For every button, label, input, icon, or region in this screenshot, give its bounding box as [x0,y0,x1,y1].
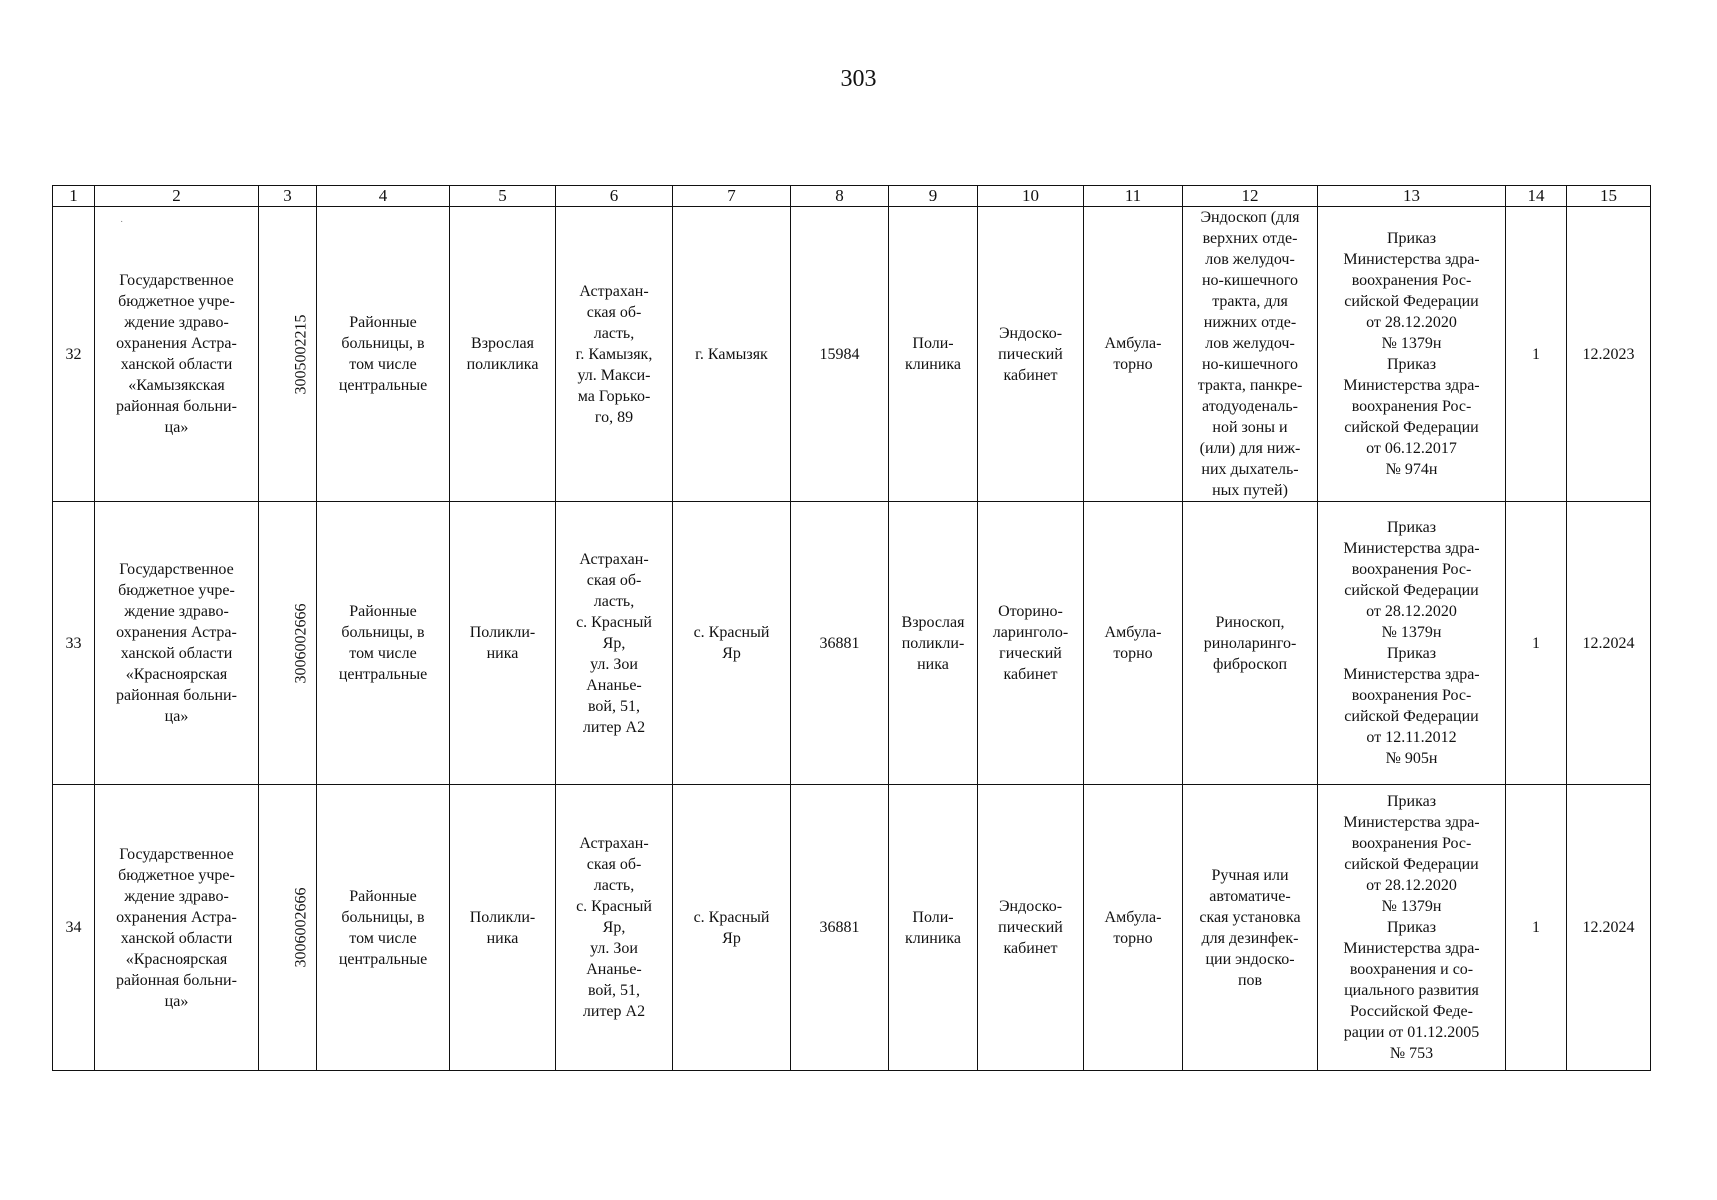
col-header: 14 [1506,186,1567,207]
table-row [53,785,1651,1071]
organization-name: Государственное бюджетное учре- ждение здраво- охранения Астра- ханской области «Камызякская районная больни- ца» [95,207,259,502]
inn-code: 3006002666 [292,887,310,968]
locality: с. Красный Яр [673,785,791,1071]
hospital-type: Районные больницы, в том числе центральные [317,207,450,502]
department: Поли- клиника [889,785,978,1071]
inn-code: 3005002215 [292,314,310,394]
inn-cell [259,785,317,1071]
col-header: 4 [317,186,450,207]
unit-type: Взрослая поликлика [450,207,556,502]
unit-type: Поликли- ника [450,502,556,785]
row-number: 33 [53,502,95,785]
quantity: 1 [1506,502,1567,785]
col-header: 8 [791,186,889,207]
row-number: 32 [53,207,95,502]
equipment: Эндоскоп (для верхних отде- лов желудоч- но-кишечного тракта, для нижних отде- лов желудоч- но-кишечного тракта, панкре- атодуоденаль- ной зоны и (или) для ниж- них дыхатель- ных путей) [1183,207,1318,502]
regulation: Приказ Министерства здра- воохранения Рос- сийской Федерации от 28.12.2020 № 1379н Приказ Министерства здра- воохранения Рос- сийской Федерации от 06.12.2017 № 974н [1318,207,1506,502]
population: 36881 [791,502,889,785]
cabinet: Оторино- ларинголо- гический кабинет [978,502,1084,785]
table-row [53,207,1651,502]
row-number: 34 [53,785,95,1071]
population: 15984 [791,207,889,502]
col-header: 5 [450,186,556,207]
col-header: 2 [95,186,259,207]
registry-table [52,185,1651,1071]
col-header: 13 [1318,186,1506,207]
regulation: Приказ Министерства здра- воохранения Рос- сийской Федерации от 28.12.2020 № 1379н Приказ Министерства здра- воохранения и со- циального развития Российской Феде- рации от 01.12.2005 № 753 [1318,785,1506,1071]
equipment: Ручная или автоматиче- ская установка для дезинфек- ции эндоско- пов [1183,785,1318,1071]
cabinet: Эндоско- пический кабинет [978,207,1084,502]
hospital-type: Районные больницы, в том числе центральные [317,785,450,1071]
department: Поли- клиника [889,207,978,502]
col-header: 10 [978,186,1084,207]
department: Взрослая поликли- ника [889,502,978,785]
col-header: 12 [1183,186,1318,207]
equipment: Риноскоп, риноларинго- фиброскоп [1183,502,1318,785]
quantity: 1 [1506,207,1567,502]
address: Астрахан- ская об- ласть, с. Красный Яр, ул. Зои Ананье- вой, 51, литер А2 [556,785,673,1071]
inn-cell [259,207,317,502]
population: 36881 [791,785,889,1071]
inn-cell [259,502,317,785]
inn-code: 3006002666 [292,603,310,683]
header-row [53,186,1651,207]
regulation: Приказ Министерства здра- воохранения Рос- сийской Федерации от 28.12.2020 № 1379н Приказ Министерства здра- воохранения Рос- сийской Федерации от 12.11.2012 № 905н [1318,502,1506,785]
col-header: 11 [1084,186,1183,207]
hospital-type: Районные больницы, в том числе центральные [317,502,450,785]
col-header: 9 [889,186,978,207]
quantity: 1 [1506,785,1567,1071]
care-mode: Амбула- торно [1084,502,1183,785]
care-mode: Амбула- торно [1084,207,1183,502]
locality: с. Красный Яр [673,502,791,785]
page-number: 303 [840,66,877,92]
delivery-date: 12.2023 [1567,207,1651,502]
col-header: 3 [259,186,317,207]
delivery-date: 12.2024 [1567,785,1651,1071]
address: Астрахан- ская об- ласть, г. Камызяк, ул. Макси- ма Горько- го, 89 [556,207,673,502]
col-header: 1 [53,186,95,207]
address: Астрахан- ская об- ласть, с. Красный Яр, ул. Зои Ананье- вой, 51, литер А2 [556,502,673,785]
organization-name: Государственное бюджетное учре- ждение здраво- охранения Астра- ханской области «Красноярская районная больни- ца» [95,502,259,785]
scan-speck: ˙ [120,220,124,231]
cabinet: Эндоско- пический кабинет [978,785,1084,1071]
col-header: 15 [1567,186,1651,207]
locality: г. Камызяк [673,207,791,502]
care-mode: Амбула- торно [1084,785,1183,1071]
organization-name: Государственное бюджетное учре- ждение здраво- охранения Астра- ханской области «Красноярская районная больни- ца» [95,785,259,1071]
unit-type: Поликли- ника [450,785,556,1071]
col-header: 7 [673,186,791,207]
col-header: 6 [556,186,673,207]
delivery-date: 12.2024 [1567,502,1651,785]
table-row [53,502,1651,785]
